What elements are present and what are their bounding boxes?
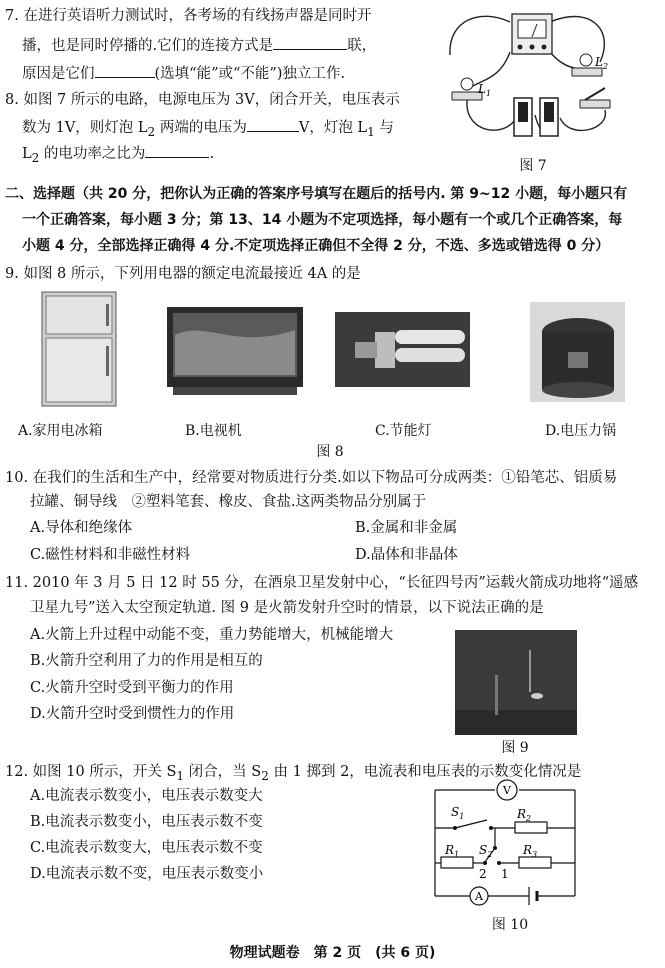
q9-option-a[interactable]: A.家用电冰箱 (18, 423, 103, 439)
q12-stem-a: 12. 如图 10 所示，开关 S (5, 764, 177, 780)
figure-8-caption: 图 8 (316, 444, 344, 460)
q9-stem: 9. 如图 8 所示，下列用电器的额定电流最接近 4A 的是 (5, 266, 361, 282)
fig10-pos-2: 2 (479, 867, 487, 881)
fig10-label-r3: $R_3$ (523, 843, 538, 859)
ammeter-symbol (470, 887, 488, 905)
q8-text-a: 数为 1V，则灯泡 L (22, 120, 148, 136)
q8-blank-1[interactable] (247, 117, 299, 132)
q11-line1: 11. 2010 年 3 月 5 日 12 时 55 分，在酒泉卫星发射中心，“长征四号丙”运载火箭成功地将“遥感 (5, 575, 639, 591)
fridge-image (40, 290, 120, 408)
pressure-cooker-image (530, 302, 625, 402)
figure-9-caption: 图 9 (501, 740, 529, 756)
q8-sub-l2b: 2 (31, 150, 40, 165)
voltmeter-symbol (497, 780, 517, 800)
q8-sub-l1: 1 (367, 124, 375, 139)
figure-7-caption: 图 7 (519, 158, 547, 174)
q8-blank-2[interactable] (145, 143, 209, 158)
q12-option-c[interactable]: C.电流表示数变大，电压表示数不变 (30, 840, 263, 856)
q9-option-d[interactable]: D.电压力锅 (545, 423, 617, 439)
q7-blank-1[interactable] (273, 35, 347, 50)
q9-option-c[interactable]: C.节能灯 (375, 423, 432, 439)
figure-10-caption: 图 10 (491, 917, 529, 933)
section2-line1: 二、选择题（共 20 分，把你认为正确的答案序号填写在题后的括号内. 第 9~12 小题，每小题只有 (5, 186, 628, 202)
q8-text-b: 两端的电压为 (155, 120, 247, 136)
q7-blank-2[interactable] (95, 63, 155, 78)
q7-line1: 7. 在进行英语听力测试时，各考场的有线扬声器是同时开 (5, 8, 372, 24)
page-footer: 物理试题卷 第 2 页 (共 6 页) (229, 945, 436, 961)
q8-text-d: 与 (374, 120, 394, 136)
q11-option-a[interactable]: A.火箭上升过程中动能不变，重力势能增大，机械能增大 (30, 627, 394, 643)
q11-option-d[interactable]: D.火箭升空时受到惯性力的作用 (30, 706, 235, 722)
q12-option-b[interactable]: B.电流表示数变小，电压表示数不变 (30, 814, 263, 830)
q12-stem-c: 由 1 掷到 2，电流表和电压表的示数变化情况是 (268, 764, 582, 780)
q7-text-c: 原因是它们 (22, 66, 95, 82)
q8-text-f: 的电功率之比为 (39, 146, 146, 162)
q10-option-a[interactable]: A.导体和绝缘体 (30, 520, 133, 536)
fig10-label-s2: $S_2$ (479, 843, 493, 859)
fig10-label-s1: $S_1$ (451, 805, 465, 821)
q9-option-b[interactable]: B.电视机 (185, 423, 242, 439)
q8-text-e: L (22, 146, 32, 162)
fig7-label-l1: $L_1$ (478, 82, 492, 98)
q12-stem-b: 闭合，当 S (184, 764, 262, 780)
svg-text:V: V (503, 784, 511, 797)
q8-line3 (22, 143, 214, 168)
q10-line1: 10. 在我们的生活和生产中，经常要对物质进行分类.如以下物品可分成两类：①铅笔芯、铝质易 (5, 470, 618, 486)
q8-text-c: V，灯泡 L (298, 120, 368, 136)
q11-option-b[interactable]: B.火箭升空利用了力的作用是相互的 (30, 653, 263, 669)
q8-sub-l2: 2 (147, 124, 156, 139)
energy-saving-lamp-image (335, 312, 470, 387)
fig10-label-r2: $R_2$ (517, 807, 532, 823)
q10-line2: 拉罐、铜导线 ②塑料笔套、橡皮、食盐.这两类物品分别属于 (30, 494, 427, 510)
q8-line1: 8. 如图 7 所示的电路，电源电压为 3V，闭合开关，电压表示 (5, 92, 400, 108)
figure-10-circuit (425, 778, 585, 913)
q8-line2 (22, 117, 394, 142)
q11-option-c[interactable]: C.火箭升空时受到平衡力的作用 (30, 680, 234, 696)
section2-line3: 小题 4 分，全部选择正确得 4 分.不定项选择正确但不全得 2 分，不选、多选或错选得 0 分） (22, 238, 610, 254)
q10-option-d[interactable]: D.晶体和非晶体 (355, 547, 458, 563)
fig10-pos-1: 1 (501, 867, 509, 881)
q10-option-c[interactable]: C.磁性材料和非磁性材料 (30, 547, 191, 563)
section2-line2: 一个正确答案，每小题 3 分；第 13、14 小题为不定项选择，每小题有一个或几个正确答案，每 (22, 212, 623, 228)
q7-text-b: 联， (347, 38, 377, 54)
q7-text-a: 播，也是同时停播的.它们的连接方式是 (22, 38, 274, 54)
fig10-label-r1: $R_1$ (445, 843, 460, 859)
q12-option-d[interactable]: D.电流表示数不变，电压表示数变小 (30, 866, 264, 882)
tv-image (165, 305, 305, 397)
q7-text-d: (选填“能”或“不能”)独立工作. (154, 66, 346, 82)
svg-text:A: A (475, 890, 483, 903)
rocket-launch-image (455, 630, 577, 735)
q8-text-g: . (209, 146, 215, 162)
q12-sub-s1: 1 (176, 768, 185, 783)
figure-7-circuit (440, 0, 620, 150)
switch-icon (580, 88, 610, 108)
q7-line3 (22, 63, 345, 84)
q12-sub-s2: 2 (261, 768, 269, 783)
q10-option-b[interactable]: B.金属和非金属 (355, 520, 458, 536)
fig7-label-l2: $L_2$ (595, 55, 609, 71)
q12-option-a[interactable]: A.电流表示数变小，电压表示数变大 (30, 788, 263, 804)
q11-line2: 卫星九号”送入太空预定轨道. 图 9 是火箭发射升空时的情景，以下说法正确的是 (30, 600, 544, 616)
voltmeter-icon (512, 14, 552, 54)
q7-line2 (22, 35, 376, 56)
